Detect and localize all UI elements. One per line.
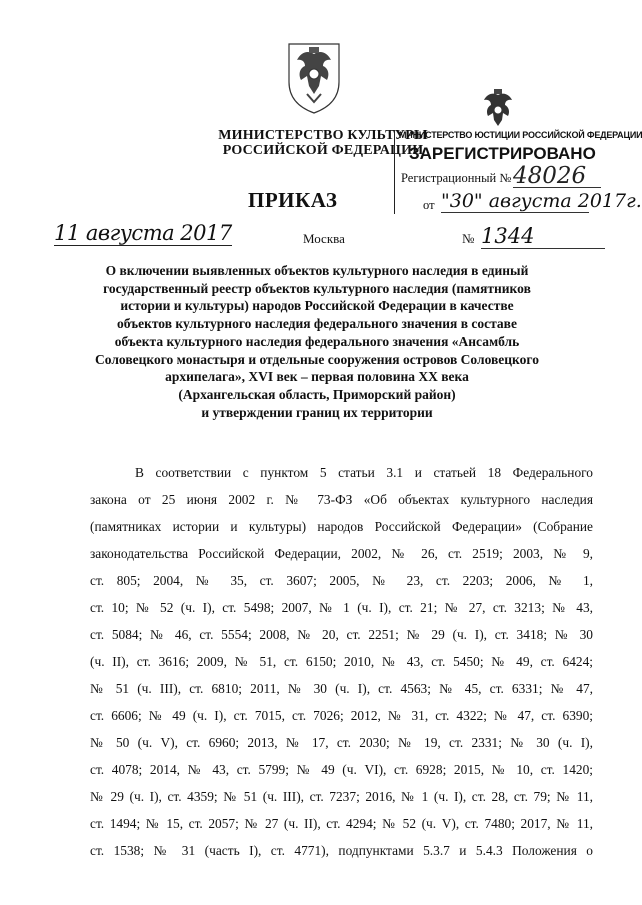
body-line: ст. 4078; 2014, № 43, ст. 5799; № 49 (ч. VI), ст. 6928; 2015, № 10, ст. 1420;: [90, 762, 593, 777]
order-title: [82, 262, 552, 421]
stamp-registration-number: 48026: [513, 163, 601, 188]
stamp-eagle-icon: [474, 85, 522, 133]
title-line: объектов культурного наследия федерального значения в составе: [117, 316, 517, 332]
title-line: объекта культурного наследия федерального значения «Ансамбль: [114, 333, 520, 349]
ministry-line-1: МИНИСТЕРСТВО КУЛЬТУРЫ: [218, 128, 428, 143]
stamp-date: [441, 190, 642, 213]
order-number: 1344: [481, 224, 605, 249]
stamp-date-prefix: от: [423, 198, 435, 212]
title-line: (Архангельская область, Приморский район): [178, 386, 456, 402]
stamp-number-label: Регистрационный №: [401, 171, 512, 185]
coat-of-arms-emblem: [283, 38, 345, 116]
order-date: 11 августа 2017: [54, 221, 232, 245]
body-line: В соответствии с пунктом 5 статьи 3.1 и статьей 18 Федерального: [135, 465, 593, 480]
order-number-label: №: [462, 231, 475, 246]
body-line: ст. 1538; № 31 (часть I), ст. 4771), подпунктами 5.3.7 и 5.4.3 Положения о: [90, 843, 593, 858]
body-line: ст. 6606; № 49 (ч. I), ст. 7015, ст. 7026; 2012, № 31, ст. 4322; № 47, ст. 6390;: [90, 708, 593, 723]
stamp-date-suffix: г.: [626, 190, 642, 212]
ministry-line-2: РОССИЙСКОЙ ФЕДЕРАЦИИ: [222, 143, 424, 158]
body-line: законодательства Российской Федерации, 2002, № 26, ст. 2519; 2003, № 9,: [90, 546, 593, 561]
body-line: закона от 25 июня 2002 г. № 73-ФЗ «Об объектах культурного наследия: [90, 492, 593, 507]
stamp-date-value: "30" августа 2017: [441, 190, 627, 212]
body-line: (ч. II), ст. 3616; 2009, № 51, ст. 6150; 2010, № 43, ст. 5450; № 49, ст. 6424;: [90, 654, 593, 669]
body-line: ст. 5084; № 46, ст. 5554; 2008, № 20, ст. 2251; № 29 (ч. I), ст. 3418; № 30: [90, 627, 593, 642]
title-line: истории и культуры) народов Российской Федерации в качестве: [120, 298, 514, 314]
order-body-text: [90, 459, 593, 864]
title-line: Соловецкого монастыря и отдельные сооружения островов Соловецкого: [95, 351, 539, 367]
body-line: № 50 (ч. V), ст. 6960; 2013, № 17, ст. 2030; № 19, ст. 2331; № 30 (ч. I),: [90, 735, 593, 750]
stamp-ministry-line: МИНИСТЕРСТВО ЮСТИЦИИ РОССИЙСКОЙ ФЕДЕРАЦИИ: [399, 130, 642, 140]
registration-stamp: [394, 130, 642, 214]
title-line: государственный реестр объектов культурного наследия (памятников: [103, 280, 531, 296]
body-line: ст. 1494; № 15, ст. 2057; № 27 (ч. II), ст. 4294; № 52 (ч. V), ст. 7480; 2017, № 11,: [90, 816, 593, 831]
body-line: (памятниках истории и культуры) народов Российской Федерации» (Собрание: [90, 519, 593, 534]
stamp-status: ЗАРЕГИСТРИРОВАНО: [409, 144, 596, 163]
title-line: О включении выявленных объектов культурного наследия в единый: [105, 263, 529, 278]
body-line: ст. 805; 2004, № 35, ст. 3607; 2005, № 23, ст. 2203; 2006, № 1,: [90, 573, 593, 588]
body-line: № 51 (ч. III), ст. 6810; 2011, № 30 (ч. I), ст. 4563; № 45, ст. 6331; № 47,: [90, 681, 593, 696]
body-line: № 29 (ч. I), ст. 4359; № 51 (ч. III), ст. 7237; 2016, № 1 (ч. I), ст. 28, ст. 79; № 11,: [90, 789, 593, 804]
body-line: ст. 10; № 52 (ч. I), ст. 5498; 2007, № 1 (ч. I), ст. 21; № 27, ст. 3213; № 43,: [90, 600, 593, 615]
order-city: Москва: [303, 231, 345, 246]
document-type-heading: ПРИКАЗ: [248, 188, 338, 212]
title-line: архипелага», XVI век – первая половина XX века: [165, 369, 469, 385]
title-line: и утверждении границ их территории: [201, 404, 433, 420]
